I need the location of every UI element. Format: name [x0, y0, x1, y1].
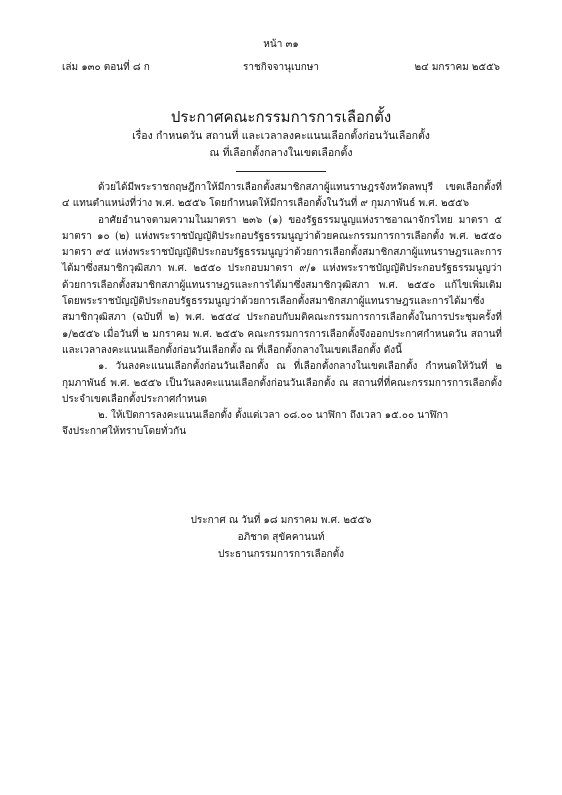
document-subject: เรื่อง กำหนดวัน สถานที่ และเวลาลงคะแนนเลือกตั้งก่อนวันเลือกตั้ง	[132, 130, 430, 142]
page-number: หน้า ๓๑	[263, 39, 299, 50]
volume-issue: เล่ม ๑๓๐ ตอนที่ ๘ ก	[62, 62, 150, 73]
publication-date: ๒๔ มกราคม ๒๕๕๖	[414, 62, 500, 73]
document-subject-continued: ณ ที่เลือกตั้งกลางในเขตเลือกตั้ง	[209, 147, 353, 159]
signature-block	[0, 512, 562, 563]
paragraph-closing: จึงประกาศให้ทราบโดยทั่วกัน	[62, 426, 187, 438]
paragraph-preamble: ด้วยได้มีพระราชกฤษฎีกาให้มีการเลือกตั้งสมาชิกสภาผู้แทนราษฎรจังหวัดลพบุรี เขตเลือกตั้งที่ ๔ แทนตำแหน่งที่ว่าง พ.ศ. ๒๕๕๖ โดยกำหนดให้มีการเลือกตั้งในวันที่ ๙ กุมภาพันธ์ พ.ศ. ๒๕๕๖	[62, 182, 502, 210]
document-body	[62, 180, 502, 441]
publication-name: ราชกิจจานุเบกษา	[242, 62, 320, 73]
paragraph-clause-2: ๒. ให้เปิดการลงคะแนนเลือกตั้ง ตั้งแต่เวลา ๐๘.๐๐ นาฬิกา ถึงเวลา ๑๕.๐๐ นาฬิกา	[98, 410, 449, 422]
document-title: ประกาศคณะกรรมการการเลือกตั้ง	[170, 108, 392, 126]
signatory-name: อภิชาต สุขัคคานนท์	[237, 532, 325, 543]
signatory-position: ประธานกรรมการการเลือกตั้ง	[217, 549, 345, 560]
announcement-date: ประกาศ ณ วันที่ ๑๘ มกราคม พ.ศ. ๒๕๕๖	[190, 515, 372, 526]
paragraph-legal-basis: อาศัยอำนาจตามความในมาตรา ๒๓๖ (๑) ของรัฐธรรมนูญแห่งราชอาณาจักรไทย มาตรา ๕ มาตรา ๑๐ (๒) แห่งพระราชบัญญัติประกอบรัฐธรรมนูญว่าด้วยคณะกรรมการการเลือกตั้ง พ.ศ. ๒๕๕๐ มาตรา ๙๕ แห่งพระราชบัญญัติประกอบรัฐธรรมนูญว่าด้วยการเลือกตั้งสมาชิกสภาผู้แทนราษฎรและการได้มาซึ่งสมาชิกวุฒิสภา พ.ศ. ๒๕๕๐ ประกอบมาตรา ๙/๑ แห่งพระราชบัญญัติประกอบรัฐธรรมนูญว่าด้วยการเลือกตั้งสมาชิกสภาผู้แทนราษฎรและการได้มาซึ่งสมาชิกวุฒิสภา พ.ศ. ๒๕๕๐ แก้ไขเพิ่มเติม โดยพระราชบัญญัติประกอบรัฐธรรมนูญว่าด้วยการเลือกตั้งสมาชิกสภาผู้แทนราษฎรและการได้มาซึ่งสมาชิกวุฒิสภา (ฉบับที่ ๒) พ.ศ. ๒๕๕๔ ประกอบกับมติคณะกรรมการการเลือกตั้งในการประชุมครั้งที่ ๑/๒๕๕๖ เมื่อวันที่ ๒ มกราคม พ.ศ. ๒๕๕๖ คณะกรรมการการเลือกตั้งจึงออกประกาศกำหนดวัน สถานที่และเวลาลงคะแนนเลือกตั้งก่อนวันเลือกตั้ง ณ ที่เลือกตั้งกลางในเขตเลือกตั้ง ดังนี้	[62, 214, 502, 356]
paragraph-clause-1: ๑. วันลงคะแนนเลือกตั้งก่อนวันเลือกตั้ง ณ ที่เลือกตั้งกลางในเขตเลือกตั้ง กำหนดให้วันที่ ๒ กุมภาพันธ์ พ.ศ. ๒๕๕๖ เป็นวันลงคะแนนเลือกตั้งก่อนวันเลือกตั้ง ณ สถานที่ที่คณะกรรมการการเลือกตั้งประจำเขตเลือกตั้งประกาศกำหนด	[62, 361, 502, 405]
title-divider	[236, 171, 326, 172]
